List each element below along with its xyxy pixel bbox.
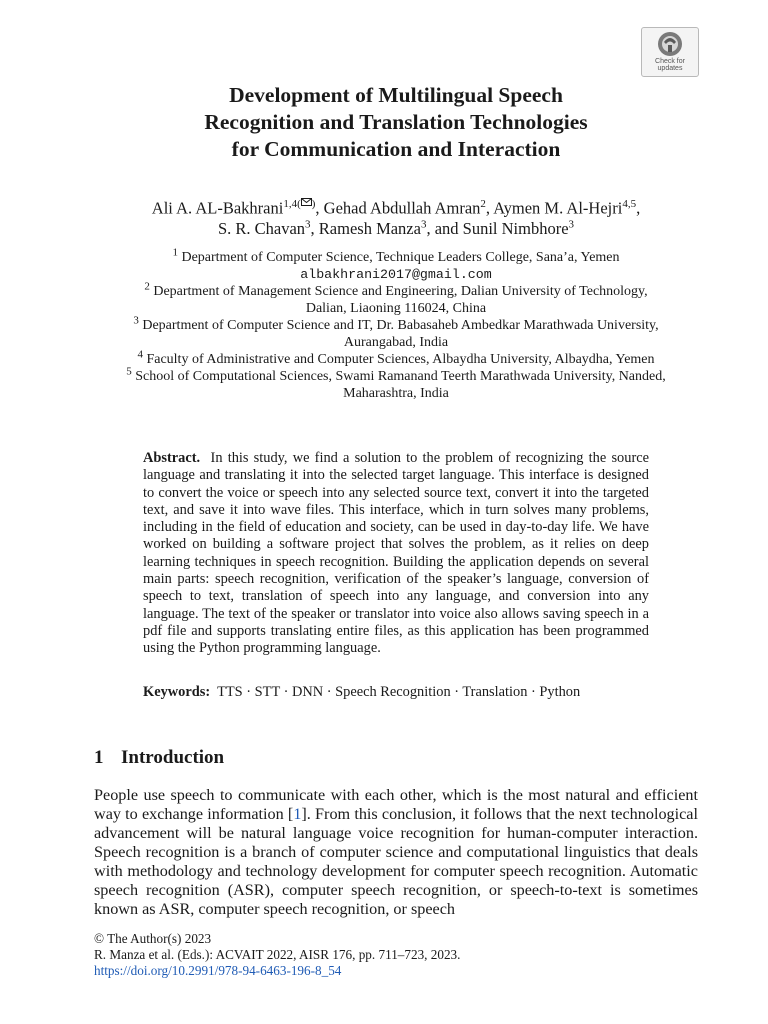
affiliation-3	[90, 314, 702, 351]
author-line-1	[100, 198, 692, 219]
affiliation-text: Department of Computer Science, Technique Leaders College, Sana’a, Yemen	[181, 250, 620, 265]
doi-link[interactable]: https://doi.org/10.2991/978-94-6463-196-8_54	[94, 963, 342, 978]
affiliation-text: Department of Management Science and Engineering, Dalian University of Technology,	[153, 284, 648, 299]
title-line-2: Recognition and Translation Technologies	[204, 110, 588, 134]
affiliation-number: 1	[172, 246, 178, 259]
author-sup	[283, 198, 315, 210]
section-number: 1	[94, 747, 104, 768]
author-separator: ,	[636, 198, 641, 218]
affiliation-text: School of Computational Sciences, Swami Ramanand Teerth Marathwada University, Nanded,	[135, 369, 666, 384]
author-name: , and Sunil Nimbhore	[426, 218, 569, 238]
author-name: , Aymen M. Al-Hejri	[485, 198, 623, 218]
paper-title	[100, 82, 692, 163]
affiliation-number: 4	[137, 348, 143, 361]
affiliation-number: 3	[133, 314, 139, 327]
abstract-text: In this study, we find a solution to the problem of recognizing the source language and translating it into the selected target language. This interface is designed to convert the voice or speech into any selected source text, convert it into the targeted text, and save it into wave files. This interface, which in turn solves many problems, including in the field of education and society, can be used in day-to-day life. We have worked on building a software project that solves the problem, as it relies on deep learning techniques in speech recognition. Building the application depends on several main parts: speech recognition, verification of the speaker’s language, conversion of speech to text, translation of speech into any language, and conversion into any language. The text of the speaker or translator into voice also allows saving speech in a pdf file and supports translating entire files, as this application has been programmed using the Python programming language.	[143, 450, 650, 657]
badge-line-1: Check for	[655, 58, 685, 65]
affiliation-text-cont: Maharashtra, India	[343, 386, 449, 401]
author-sup: 3	[568, 218, 575, 230]
affiliation-1	[90, 246, 702, 283]
mail-icon[interactable]	[301, 198, 312, 206]
section-title: Introduction	[121, 747, 225, 768]
author-name: S. R. Chavan	[217, 218, 306, 238]
author-sup-text: 1,4(	[283, 198, 301, 210]
page-footer	[94, 931, 460, 979]
affiliation-number: 2	[144, 280, 150, 293]
author-sup: 3	[420, 218, 427, 230]
affiliation-number: 5	[126, 365, 132, 378]
section-heading	[94, 746, 224, 770]
affiliation-text-cont: Dalian, Liaoning 116024, China	[305, 301, 487, 316]
affiliation-text-cont: Aurangabad, India	[343, 335, 449, 350]
affiliation-4	[90, 348, 702, 368]
author-sup-close: )	[311, 198, 316, 210]
intro-paragraph	[94, 786, 698, 919]
badge-line-2: updates	[657, 65, 683, 72]
affiliation-5	[90, 365, 702, 402]
keywords-label: Keywords:	[143, 684, 211, 700]
author-sup: 4,5	[622, 198, 637, 210]
copyright-line: © The Author(s) 2023	[94, 931, 212, 946]
affiliation-text: Faculty of Administrative and Computer Sciences, Albaydha University, Albaydha, Yemen	[146, 352, 655, 367]
intro-text-2: ]. From this conclusion, it follows that the next technological advancement will be natural language voice recognition for human-computer interaction. Speech recognition is a branch of computer science and computational linguistics that deals with methodology and technology development for computer speech recognition. Automatic speech recognition (ASR), computer speech recognition, or speech-to-text is sometimes known as ASR, computer speech recognition, or speech	[94, 805, 698, 918]
intro-text-1: People use speech to communicate with each other, which is the most natural and efficient way to exchange information [	[94, 786, 698, 823]
check-for-updates-icon	[657, 31, 683, 57]
author-name: , Ramesh Manza	[310, 218, 421, 238]
badge-label	[642, 58, 698, 72]
abstract-label: Abstract.	[143, 450, 201, 466]
author-sup: 3	[305, 218, 311, 230]
keywords-text: TTS · STT · DNN · Speech Recognition · Translation · Python	[217, 684, 581, 700]
affiliation-text: Department of Computer Science and IT, Dr. Babasaheb Ambedkar Marathwada University,	[142, 318, 659, 333]
author-name: , Gehad Abdullah Amran	[315, 198, 481, 218]
author-line-2	[100, 219, 692, 239]
author-email[interactable]: albakhrani2017@gmail.com	[300, 267, 492, 282]
author-list	[100, 198, 692, 239]
affiliation-list	[90, 246, 702, 402]
citation-link[interactable]: 1	[293, 805, 302, 823]
keywords	[143, 684, 649, 701]
check-for-updates-badge[interactable]	[641, 27, 699, 77]
title-line-3: for Communication and Interaction	[231, 137, 561, 161]
affiliation-2	[90, 280, 702, 317]
author-name: Ali A. AL-Bakhrani	[151, 198, 284, 218]
title-line-1: Development of Multilingual Speech	[229, 83, 563, 107]
abstract	[143, 450, 649, 658]
citation-line: R. Manza et al. (Eds.): ACVAIT 2022, AISR 176, pp. 711–723, 2023.	[94, 947, 461, 962]
author-sup: 2	[480, 198, 486, 210]
